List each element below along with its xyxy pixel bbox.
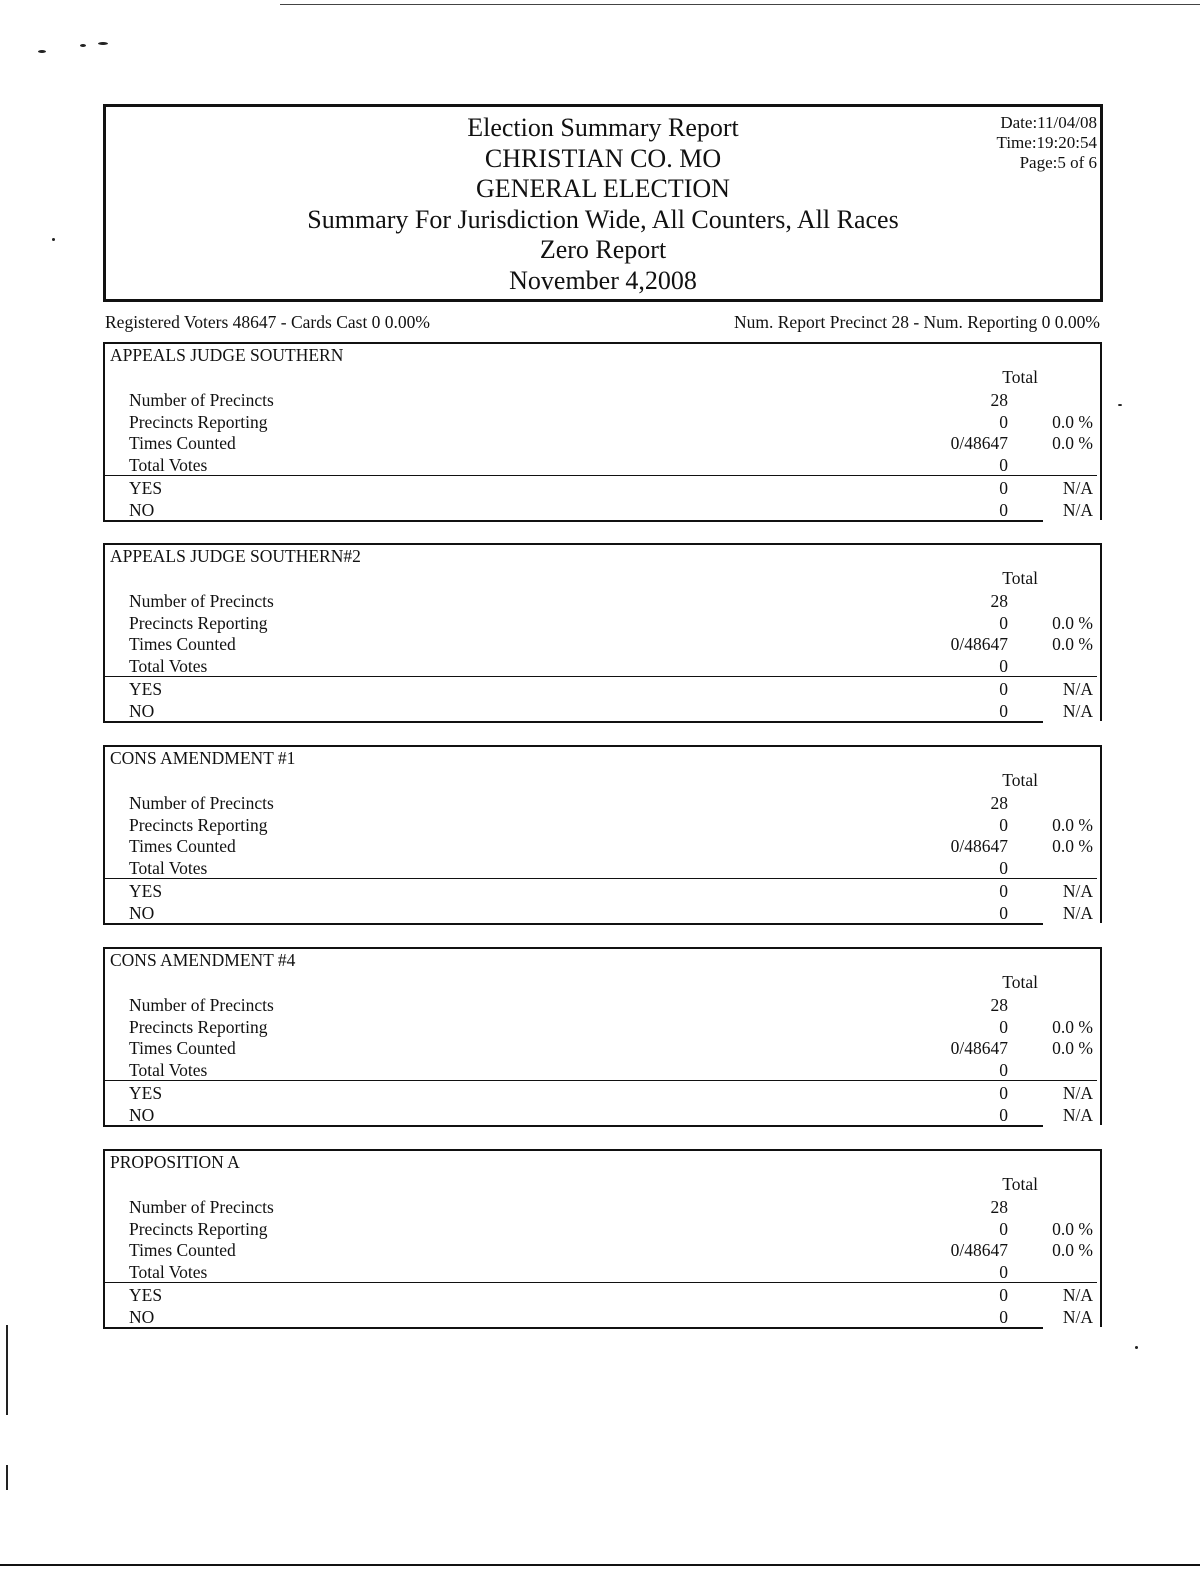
race-block [103, 947, 1102, 1125]
stat-row [105, 432, 1098, 454]
election-date: November 4,2008 [509, 265, 697, 295]
stat-label: Precincts Reporting [129, 1016, 268, 1037]
choice-row [105, 477, 1098, 499]
stat-value: 0 [999, 411, 1008, 432]
stat-label: Total Votes [129, 1261, 208, 1282]
stat-row [105, 1218, 1098, 1240]
total-column-header: Total [1002, 972, 1038, 992]
choice-percent: N/A [1062, 1104, 1093, 1125]
stat-value: 0 [999, 814, 1008, 835]
choices-divider [104, 1282, 1097, 1283]
stat-row [105, 1261, 1098, 1283]
stat-row [105, 633, 1098, 655]
registered-voters-summary: Registered Voters 48647 - Cards Cast 0 0.00% [105, 312, 431, 332]
choice-row [105, 880, 1098, 902]
choice-row [105, 700, 1098, 722]
choice-percent: N/A [1062, 478, 1093, 498]
choice-label: YES [129, 881, 163, 901]
race-title: APPEALS JUDGE SOUTHERN#2 [110, 546, 361, 566]
choice-label: NO [129, 902, 155, 923]
report-scope: Summary For Jurisdiction Wide, All Counters, All Races [307, 204, 899, 234]
stat-label: Times Counted [129, 433, 236, 453]
choice-row [105, 1082, 1098, 1104]
choice-percent: N/A [1062, 902, 1093, 923]
choices-divider [104, 676, 1097, 677]
stat-percent: 0.0 % [1052, 836, 1093, 856]
scan-speck [1118, 404, 1122, 406]
stat-row [105, 454, 1098, 476]
stat-value: 28 [990, 1197, 1008, 1217]
stat-label: Times Counted [129, 1038, 236, 1058]
choices-divider [104, 475, 1097, 476]
choice-percent: N/A [1062, 881, 1093, 901]
choices-divider [104, 1080, 1097, 1081]
scan-edge-mark [6, 1465, 8, 1490]
stat-value: 0/48647 [950, 433, 1008, 453]
stat-row [105, 1239, 1098, 1261]
scan-speck [38, 50, 46, 53]
choice-votes: 0 [999, 1104, 1008, 1125]
stat-value: 28 [990, 793, 1008, 813]
report-time: Time:19:20:54 [996, 133, 1097, 152]
stat-label: Precincts Reporting [129, 814, 268, 835]
choice-votes: 0 [999, 1083, 1008, 1103]
stat-row [105, 655, 1098, 677]
scan-bottom-rule [0, 1564, 1200, 1566]
stat-label: Times Counted [129, 1240, 236, 1260]
page-number: Page:5 of 6 [1019, 153, 1097, 172]
stat-label: Precincts Reporting [129, 411, 268, 432]
header-meta [997, 113, 1097, 173]
choice-votes: 0 [999, 700, 1008, 721]
header-title-block [106, 113, 1100, 296]
choice-percent: N/A [1062, 1285, 1093, 1305]
stat-label: Total Votes [129, 655, 208, 676]
stat-value: 28 [990, 591, 1008, 611]
report-date: Date:11/04/08 [1000, 113, 1097, 132]
race-block [103, 745, 1102, 923]
stat-row [105, 590, 1098, 612]
stat-value: 28 [990, 995, 1008, 1015]
choice-label: NO [129, 499, 155, 520]
stat-value: 28 [990, 390, 1008, 410]
choice-votes: 0 [999, 1285, 1008, 1305]
stat-value: 0 [999, 454, 1008, 475]
stat-percent: 0.0 % [1052, 433, 1093, 453]
scan-speck [52, 238, 55, 241]
stat-row [105, 994, 1098, 1016]
stat-value: 0/48647 [950, 1240, 1008, 1260]
race-block [103, 342, 1102, 520]
county-name: CHRISTIAN CO. MO [484, 143, 722, 173]
choice-row [105, 1104, 1098, 1126]
choice-votes: 0 [999, 1306, 1008, 1327]
stat-percent: 0.0 % [1052, 1218, 1093, 1239]
choice-votes: 0 [999, 902, 1008, 923]
choice-percent: N/A [1062, 679, 1093, 699]
choice-row [105, 678, 1098, 700]
scan-speck [80, 44, 86, 47]
choice-label: NO [129, 1104, 155, 1125]
stat-value: 0/48647 [950, 1038, 1008, 1058]
stat-label: Total Votes [129, 857, 208, 878]
choice-label: NO [129, 1306, 155, 1327]
choice-row [105, 499, 1098, 521]
race-block [103, 543, 1102, 721]
choice-percent: N/A [1062, 1306, 1093, 1327]
total-column-header: Total [1002, 568, 1038, 588]
report-type: Zero Report [539, 235, 667, 264]
stat-value: 0 [999, 1016, 1008, 1037]
stat-label: Number of Precincts [129, 390, 274, 410]
stat-percent: 0.0 % [1052, 814, 1093, 835]
precincts-reporting-summary: Num. Report Precinct 28 - Num. Reporting 0 0.00% [734, 312, 1100, 332]
stat-value: 0 [999, 1059, 1008, 1080]
choice-row [105, 902, 1098, 924]
choice-row [105, 1306, 1098, 1328]
stat-label: Number of Precincts [129, 1197, 274, 1217]
report-header [103, 104, 1103, 302]
choice-label: NO [129, 700, 155, 721]
choice-votes: 0 [999, 478, 1008, 498]
stat-row [105, 612, 1098, 634]
choice-percent: N/A [1062, 1083, 1093, 1103]
stat-value: 0 [999, 655, 1008, 676]
election-name: GENERAL ELECTION [476, 174, 730, 203]
stat-label: Total Votes [129, 1059, 208, 1080]
stat-percent: 0.0 % [1052, 1016, 1093, 1037]
choice-votes: 0 [999, 499, 1008, 520]
choice-percent: N/A [1062, 499, 1093, 520]
stat-label: Number of Precincts [129, 591, 274, 611]
choice-label: YES [129, 679, 163, 699]
choices-divider [104, 878, 1097, 879]
stat-row [105, 411, 1098, 433]
race-title: CONS AMENDMENT #4 [110, 950, 296, 970]
stat-row [105, 389, 1098, 411]
scan-edge-mark [6, 1325, 8, 1415]
stat-row [105, 1196, 1098, 1218]
choice-votes: 0 [999, 679, 1008, 699]
stat-row [105, 1059, 1098, 1081]
stat-label: Times Counted [129, 836, 236, 856]
race-title: PROPOSITION A [110, 1152, 240, 1172]
stat-percent: 0.0 % [1052, 411, 1093, 432]
choice-votes: 0 [999, 881, 1008, 901]
stat-value: 0/48647 [950, 836, 1008, 856]
choice-row [105, 1284, 1098, 1306]
race-title: APPEALS JUDGE SOUTHERN [110, 345, 344, 365]
total-column-header: Total [1002, 1174, 1038, 1194]
choice-label: YES [129, 1083, 163, 1103]
stat-percent: 0.0 % [1052, 634, 1093, 654]
stat-value: 0 [999, 1218, 1008, 1239]
choice-label: YES [129, 478, 163, 498]
total-column-header: Total [1002, 367, 1038, 387]
stat-label: Total Votes [129, 454, 208, 475]
stat-value: 0/48647 [950, 634, 1008, 654]
choice-percent: N/A [1062, 700, 1093, 721]
report-title: Election Summary Report [467, 113, 739, 142]
scan-speck [1135, 1346, 1138, 1349]
stat-label: Number of Precincts [129, 995, 274, 1015]
stat-row [105, 1016, 1098, 1038]
stat-percent: 0.0 % [1052, 612, 1093, 633]
scan-speck [98, 42, 108, 45]
choice-label: YES [129, 1285, 163, 1305]
stat-value: 0 [999, 1261, 1008, 1282]
stat-value: 0 [999, 612, 1008, 633]
stat-row [105, 835, 1098, 857]
stat-percent: 0.0 % [1052, 1038, 1093, 1058]
stat-label: Precincts Reporting [129, 612, 268, 633]
stat-row [105, 792, 1098, 814]
stat-label: Times Counted [129, 634, 236, 654]
stat-row [105, 1037, 1098, 1059]
scan-top-rule [280, 4, 1200, 5]
total-column-header: Total [1002, 770, 1038, 790]
stat-value: 0 [999, 857, 1008, 878]
stat-row [105, 857, 1098, 879]
stat-percent: 0.0 % [1052, 1240, 1093, 1260]
stat-row [105, 814, 1098, 836]
stat-label: Number of Precincts [129, 793, 274, 813]
stat-label: Precincts Reporting [129, 1218, 268, 1239]
race-title: CONS AMENDMENT #1 [110, 748, 296, 768]
race-block [103, 1149, 1102, 1327]
